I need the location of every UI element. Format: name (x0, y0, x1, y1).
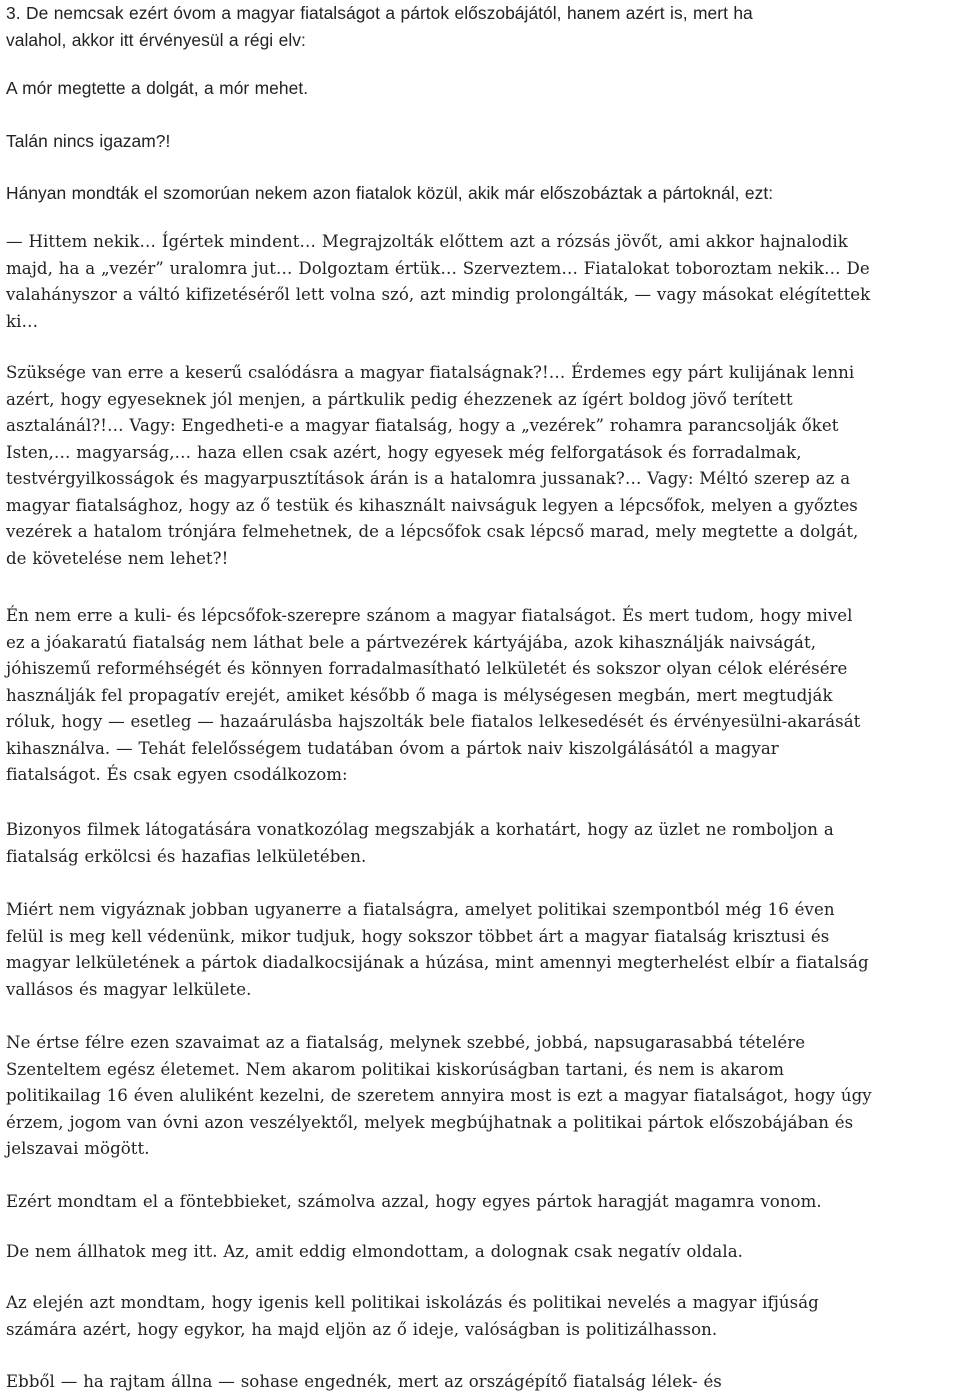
paragraph-8: Bizonyos filmek látogatására vonatkozólag megszabják a korhatárt, hogy az üzlet ne romboljon a fiatalság erkölcsi és hazafias lelkületében. (6, 820, 834, 866)
paragraph-12: De nem állhatok meg itt. Az, amit eddig elmondottam, a dolognak csak negatív oldala. (6, 1242, 743, 1261)
paragraph-11: Ezért mondtam el a föntebbieket, számolva azzal, hogy egyes pártok haragját magamra vonom. (6, 1192, 822, 1211)
paragraph-5: — Hittem nekik… Ígértek mindent… Megrajzolták előttem azt a rózsás jövőt, ami akkor hajnalodik majd, ha a „vezér” uralomra jut… Dolgoztam értük… Szerveztem… Fiatalokat toboroztam nekik… De valahányszor a váltó kifizetéséről lett volna szó, azt mindig prolongálták, — vagy másokat elégítettek ki… (6, 232, 871, 331)
paragraph-3: Talán nincs igazam?! (6, 131, 171, 151)
paragraph-7: Én nem erre a kuli- és lépcsőfok-szerepre szánom a magyar fiatalságot. És mert tudom, hogy mivel ez a jóakaratú fiatalság nem láthat bele a pártvezérek kártyájába, azok kihasználják naivságát, jóhiszemű reforméhségét és könnyen forradalmasítható lelkületét és sokszor olyan célok elérésére használják fel propagatív erejét, amiket később ő maga is mélységesen megbán, mert megtudják róluk, hogy — esetleg — hazaárulásba hajszolták bele fiatalos lelkesedését és érvényesülni-akarását kihasználva. — Tehát felelősségem tudatában óvom a pártok naiv kiszolgálásától a magyar fiatalságot. És csak egyen csodálkozom: (6, 606, 861, 784)
paragraph-13: Az elején azt mondtam, hogy igenis kell politikai iskolázás és politikai nevelés a magyar ifjúság számára azért, hogy egykor, ha majd eljön az ő ideje, valóságban is politizálhasson. (6, 1293, 819, 1339)
paragraph-10: Ne értse félre ezen szavaimat az a fiatalság, melynek szebbé, jobbá, napsugarasabbá tételére Szenteltem egész életemet. Nem akarom politikai kiskorúságban tartani, és nem is akarom politikailag 16 éven aluliként kezelni, de szeretem annyira most is ezt a magyar fiatalságot, hogy úgy érzem, jogom van óvni azon veszélyektől, melyek megbújhatnak a politikai pártok előszobájában és jelszavai mögött. (6, 1033, 872, 1158)
paragraph-4: Hányan mondták el szomorúan nekem azon fiatalok közül, akik már előszobáztak a pártoknál, ezt: (6, 183, 774, 203)
paragraph-2: A mór megtette a dolgát, a mór mehet. (6, 78, 309, 98)
paragraph-6: Szüksége van erre a keserű csalódásra a magyar fiatalságnak?!… Érdemes egy párt kulijának lenni azért, hogy egyeseknek jól menjen, a pártkulik pedig éhezzenek az ígért boldog jövő terített asztalánál?!… Vagy: Engedheti-e a magyar fiatalság, hogy a „vezérek” rohamra parancsolják őket Isten,… magyarság,… haza ellen csak azért, hogy egyesek még felforgatások és forradalmak, testvérgyilkosságok és magyarpusztítások árán is a hatalomra jussanak?… Vagy: Méltó szerep az a magyar fiatalsághoz, hogy az ő testük és kihasznált naivságuk legyen a lépcsőfok, melyen a győztes vezérek a hatalom trónjára felmehetnek, de a lépcsőfok csak lépcső marad, mely megtette a dolgát, de követelése nem lehet?! (6, 363, 859, 568)
paragraph-9: Miért nem vigyáznak jobban ugyanerre a fiatalságra, amelyet politikai szempontból még 16 éven felül is meg kell védenünk, mikor tudjuk, hogy sokszor többet árt a magyar fiatalság krisztusi és magyar lelkületének a pártok diadalkocsijának a húzása, mint amennyi megterhelést elbír a fiatalság vallásos és magyar lelkülete. (6, 900, 869, 999)
paragraph-1: 3. De nemcsak ezért óvom a magyar fiatalságot a pártok előszobájától, hanem azért is, mert ha valahol, akkor itt érvényesül a régi elv: (6, 3, 753, 50)
paragraph-14: Ebből — ha rajtam állna — sohase engednék, mert az országépítő fiatalság lélek- és (6, 1372, 722, 1391)
